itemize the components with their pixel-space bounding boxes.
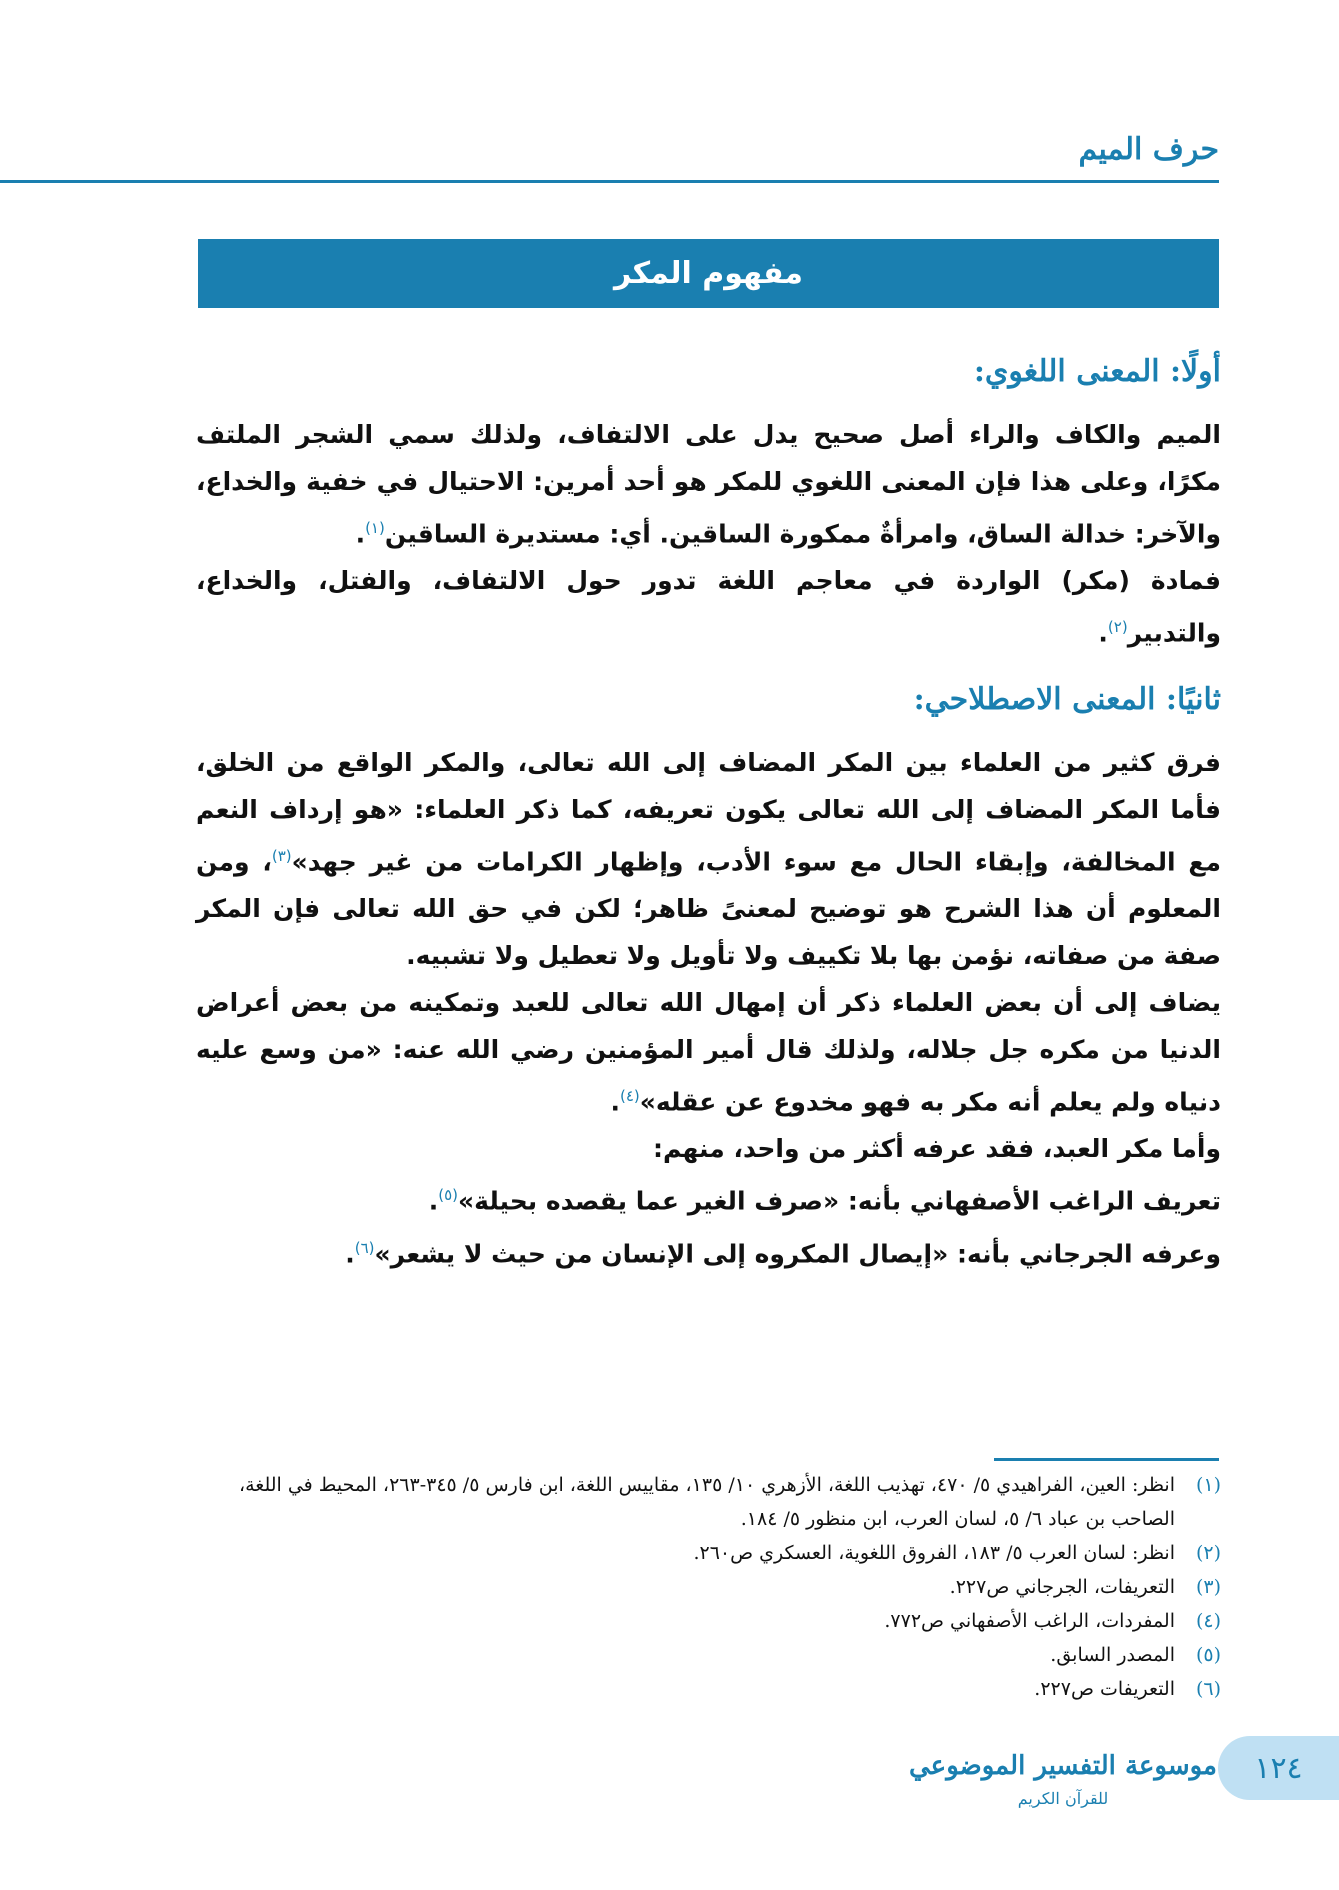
footnote bbox=[196, 1672, 1221, 1706]
section-heading-terminological: ثانيًا: المعنى الاصطلاحي: bbox=[913, 681, 1221, 717]
footnote-text: المصدر السابق. bbox=[1050, 1644, 1175, 1666]
paragraph: الميم والكاف والراء أصل صحيح يدل على الالتفاف، ولذلك سمي الشجر الملتف مكرًا، وعلى هذا فإن المعنى اللغوي للمكر هو أحد أمرين: الاحتيال في خفية والخداع، والآخر: خدالة الساق، وامرأةٌ ممكورة الساقين. أي: مستديرة الساقين$^{(١)}$. bbox=[196, 420, 1221, 549]
header-rule bbox=[0, 180, 1219, 183]
logo-line2: للقرآن الكريم bbox=[1017, 1789, 1109, 1808]
paragraph: فرق كثير من العلماء بين المكر المضاف إلى الله تعالى، والمكر الواقع من الخلق، فأما المكر المضاف إلى الله تعالى يكون تعريفه، كما ذكر العلماء: «هو إرداف النعم مع المخالفة، وإبقاء الحال مع سوء الأدب، وإظهار الكرامات من غير جهد»$^{(٣)}$، ومن المعلوم أن هذا الشرح هو توضيح لمعنىً ظاهر؛ لكن في حق الله تعالى فإن المكر صفة من صفاته، نؤمن بها بلا تكييف ولا تأويل ولا تعطيل ولا تشبيه. bbox=[196, 747, 1221, 970]
footnote-text: انظر: لسان العرب ٥/ ١٨٣، الفروق اللغوية، العسكري ص٢٦٠. bbox=[693, 1542, 1175, 1564]
footnote-ref[interactable]: (٤) bbox=[619, 1086, 640, 1105]
footnote-text: التعريفات، الجرجاني ص٢٢٧. bbox=[949, 1576, 1175, 1598]
footnote bbox=[196, 1570, 1221, 1604]
running-title: حرف الميم bbox=[1078, 132, 1219, 167]
encyclopedia-logo bbox=[909, 1738, 1217, 1818]
footnote bbox=[196, 1638, 1221, 1672]
footnote bbox=[196, 1536, 1221, 1570]
main-content bbox=[196, 345, 1221, 1277]
section-heading-linguistic: أولًا: المعنى اللغوي: bbox=[973, 354, 1221, 389]
footnote-text: التعريفات ص٢٢٧. bbox=[1034, 1678, 1175, 1700]
footnote-ref[interactable]: (٥) bbox=[438, 1186, 459, 1205]
page-title: مفهوم المكر bbox=[614, 256, 803, 291]
footnote-separator bbox=[994, 1458, 1219, 1461]
footnote-text: انظر: العين، الفراهيدي ٥/ ٤٧٠، تهذيب اللغة، الأزهري ١٠/ ١٣٥، مقاييس اللغة، ابن فارس ٥/ ٣٤٥-٢٦٣، المحيط في اللغة، الصاحب بن عباد ٦/ ٥، لسان العرب، ابن منظور ٥/ ١٨٤. bbox=[238, 1474, 1175, 1530]
footnote-text: المفردات، الراغب الأصفهاني ص٧٧٢. bbox=[884, 1610, 1175, 1632]
footnote-number: (٦) bbox=[1195, 1678, 1221, 1700]
footnote-ref[interactable]: (٢) bbox=[1107, 618, 1128, 637]
footnote-ref[interactable]: (١) bbox=[365, 519, 385, 537]
page-number: ١٢٤ bbox=[1254, 1750, 1303, 1786]
logo-line1: موسوعة التفسير الموضوعي bbox=[909, 1751, 1217, 1781]
paragraph: تعريف الراغب الأصفهاني بأنه: «صرف الغير عما يقصده بحيلة»$^{(٥)}$. bbox=[428, 1186, 1221, 1216]
footnote-number: (٢) bbox=[1195, 1542, 1221, 1564]
footnote-ref[interactable]: (٣) bbox=[271, 846, 292, 865]
footnote bbox=[196, 1468, 1221, 1536]
page-title-bar bbox=[198, 239, 1219, 308]
footnote-ref[interactable]: (٦) bbox=[354, 1238, 375, 1257]
footnote-number: (١) bbox=[1195, 1474, 1221, 1496]
footnote-number: (٣) bbox=[1195, 1576, 1221, 1598]
footnote-number: (٥) bbox=[1195, 1644, 1221, 1666]
footnotes bbox=[196, 1468, 1221, 1706]
paragraph: يضاف إلى أن بعض العلماء ذكر أن إمهال الله تعالى للعبد وتمكينه من بعض أعراض الدنيا من مكره جل جلاله، ولذلك قال أمير المؤمنين رضي الله عنه: «من وسع عليه دنياه ولم يعلم أنه مكر به فهو مخدوع عن عقله»$^{(٤)}$. bbox=[196, 987, 1221, 1117]
page-number-badge bbox=[1218, 1736, 1339, 1800]
paragraph: وعرفه الجرجاني بأنه: «إيصال المكروه إلى الإنسان من حيث لا يشعر»$^{(٦)}$. bbox=[345, 1238, 1221, 1268]
paragraph: فمادة (مكر) الواردة في معاجم اللغة تدور حول الالتفاف، والفتل، والخداع، والتدبير$^{(٢)}$. bbox=[196, 566, 1221, 648]
footnote bbox=[196, 1604, 1221, 1638]
paragraph: وأما مكر العبد، فقد عرفه أكثر من واحد، منهم: bbox=[652, 1134, 1221, 1164]
footnote-number: (٤) bbox=[1195, 1610, 1221, 1632]
